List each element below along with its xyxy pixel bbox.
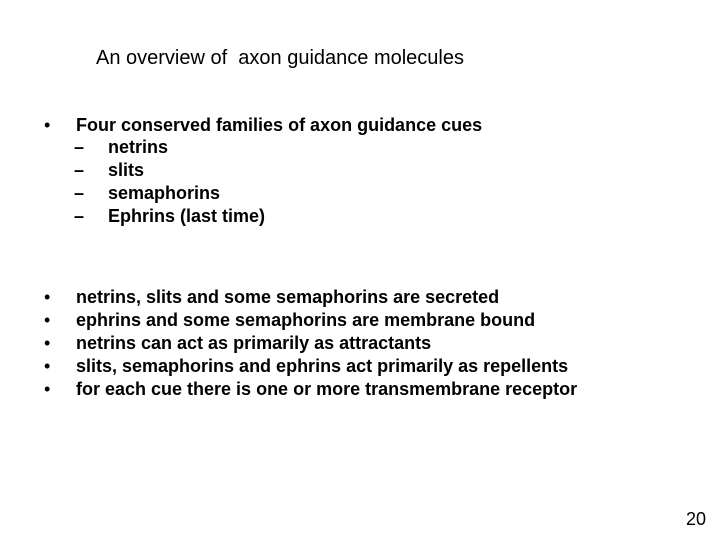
bullet-icon: • [44,115,51,135]
sub-bullet-item [44,136,482,159]
bullet-text: slits, semaphorins and ephrins act primarily as repellents [76,356,569,376]
bullet-icon: • [44,356,51,376]
bullet-group-cue-families [44,114,482,228]
bullet-text: for each cue there is one or more transmembrane receptor [76,379,578,399]
bullet-text: netrins can act as primarily as attractants [76,333,432,353]
bullet-item [44,114,482,136]
sub-bullet-text: semaphorins [108,183,221,203]
sub-bullet-text: netrins [108,137,169,157]
bullet-icon: • [44,287,51,307]
dash-icon: – [74,137,85,157]
sub-bullet-text: Ephrins (last time) [108,206,266,226]
bullet-item [44,286,577,309]
dash-icon: – [74,206,85,226]
dash-icon: – [74,183,85,203]
page-number: 20 [685,509,706,529]
sub-bullet-text: slits [108,160,145,180]
bullet-item [44,309,577,332]
bullet-item [44,378,577,401]
bullet-group-properties [44,286,577,401]
bullet-item [44,332,577,355]
sub-bullet-item [44,159,482,182]
sub-bullet-item [44,205,482,228]
bullet-text: Four conserved families of axon guidance cues [76,115,483,135]
bullet-text: ephrins and some semaphorins are membrane bound [76,310,536,330]
bullet-icon: • [44,333,51,353]
sub-bullet-item [44,182,482,205]
bullet-text: netrins, slits and some semaphorins are secreted [76,287,500,307]
slide-title: An overview of axon guidance molecules [96,47,464,69]
bullet-icon: • [44,310,51,330]
dash-icon: – [74,160,85,180]
bullet-icon: • [44,379,51,399]
bullet-item [44,355,577,378]
